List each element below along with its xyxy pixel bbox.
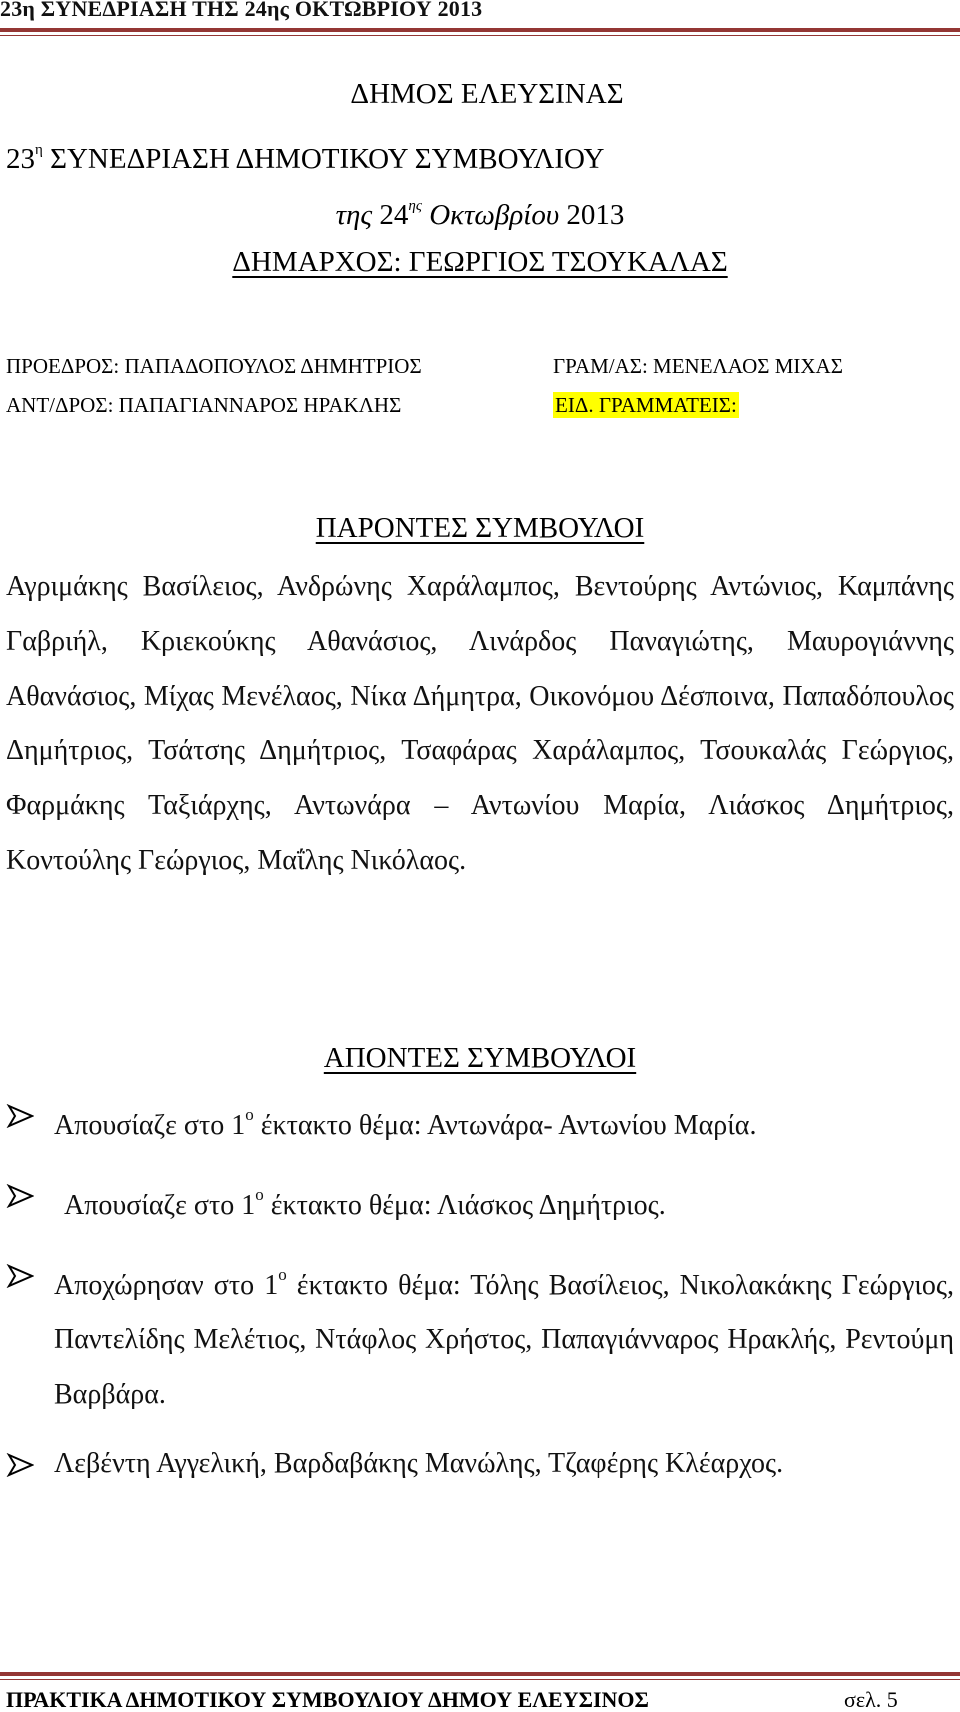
session-ordinal: η <box>35 142 43 158</box>
mayor-line: ΔΗΜΑΡΧΟΣ: ΓΕΩΡΓΙΟΣ ΤΣΟΥΚΑΛΑΣ <box>232 246 728 278</box>
list-item-text <box>54 1448 783 1479</box>
item-ordinal: ο <box>278 1264 287 1284</box>
item-text-before: Αποχώρησαν στο 1 <box>54 1269 279 1301</box>
present-councillors-list: Αγριμάκης Βασίλειος, Ανδρώνης Χαράλαμπος, Βεντούρης Αντώνιος, Καμπάνης Γαβριήλ, Κριεκούκης Αθανάσιος, Λινάρδος Παναγιώτης, Μαυρογιάννης Αθανάσιος, Μίχας Μενέλαος, Νίκα Δήμητρα, Οικονόμου Δέσποινα, Παπαδόπουλος Δημήτριος, Τσάτσης Δημήτριος, Τσαφάρας Χαράλαμπος, Τσουκαλάς Γεώργιος, Φαρμάκης Ταξιάρχης, Αντωνάρα – Αντωνίου Μαρία, Λιάσκος Δημήτριος, Κοντούλης Γεώργιος, Μαΐλης Νικόλαος. <box>6 571 954 876</box>
absent-councillors-heading: ΑΠΟΝΤΕΣ ΣΥΜΒΟΥΛΟΙ <box>323 1042 637 1074</box>
session-number: 23 <box>6 143 35 175</box>
absent-list <box>6 1088 954 1492</box>
list-item <box>6 1248 954 1423</box>
date-month: Οκτωβρίου <box>421 199 567 231</box>
date-day: 24 <box>379 199 409 231</box>
item-text-before: Απουσίαζε στο 1 <box>54 1110 246 1141</box>
present-councillors-heading: ΠΑΡΟΝΤΕΣ ΣΥΜΒΟΥΛΟΙ <box>315 512 645 544</box>
special-secretaries-highlight: ΕΙΔ. ΓΡΑΜΜΑΤΕΙΣ: <box>555 393 737 417</box>
arrow-bullet-icon <box>6 1264 34 1288</box>
municipality-title: ΔΗΜΟΣ ΕΛΕΥΣΙΝΑΣ <box>350 78 624 110</box>
footer-rule-thin <box>0 1679 960 1680</box>
item-text-before: Λεβέντη Αγγελική, Βαρδαβάκης Μανώλης, Τζαφέρης Κλέαρχος. <box>54 1447 784 1479</box>
session-title-rest: ΣΥΝΕΔΡΙΑΣΗ ΔΗΜΟΤΙΚΟΥ ΣΥΜΒΟΥΛΙΟΥ <box>42 143 605 175</box>
session-date <box>0 188 960 233</box>
president-line: ΠΡΟΕΔΡΟΣ: ΠΑΠΑΔΟΠΟΥΛΟΣ ΔΗΜΗΤΡΙΟΣ <box>6 354 422 378</box>
session-title <box>6 132 960 177</box>
date-ordinal: ης <box>408 198 422 214</box>
list-item <box>6 1088 954 1154</box>
arrow-bullet-icon <box>6 1184 34 1208</box>
special-secretaries-line <box>553 392 739 418</box>
item-text-before: Απουσίαζε στο 1 <box>64 1189 256 1221</box>
date-prefix: της <box>335 199 380 231</box>
arrow-bullet-icon <box>6 1104 34 1128</box>
list-item-text <box>54 1105 757 1141</box>
secretary-line: ΓΡΑΜ/ΑΣ: ΜΕΝΕΛΑΟΣ ΜΙΧΑΣ <box>553 354 843 378</box>
footer-rule-thick <box>0 1672 960 1676</box>
item-text-after: έκτακτο θέμα: Τόλης Βασίλειος, Νικολακάκης Γεώργιος, Παντελίδης Μελέτιος, Ντάφλος Χρήστος, Παπαγιάνναρος Ηρακλής, Ρεντούμη Βαρβάρα. <box>54 1269 954 1411</box>
running-header-text: 23η ΣΥΝΕΔΡΙΑΣΗ ΤΗΣ 24ης ΟΚΤΩΒΡΙΟΥ 2013 <box>0 0 483 21</box>
vice-president-line: ΑΝΤ/ΔΡΟΣ: ΠΑΠΑΓΙΑΝΝΑΡΟΣ ΗΡΑΚΛΗΣ <box>6 393 402 417</box>
page-number: σελ. 5 <box>844 1687 898 1712</box>
item-ordinal: ο <box>255 1184 264 1204</box>
header-rule-thin <box>0 35 960 36</box>
date-year: 2013 <box>566 199 625 231</box>
item-text-after: έκτακτο θέμα: Αντωνάρα- Αντωνίου Μαρία. <box>253 1110 757 1141</box>
item-ordinal: ο <box>245 1105 254 1124</box>
footer-title: ΠΡΑΚΤΙΚΑ ΔΗΜΟΤΙΚΟΥ ΣΥΜΒΟΥΛΙΟΥ ΔΗΜΟΥ ΕΛΕΥΣΙΝΟΣ <box>6 1687 649 1712</box>
header-rule-thick <box>0 28 960 32</box>
list-item <box>6 1437 954 1492</box>
item-text-after: έκτακτο θέμα: Λιάσκος Δημήτριος. <box>263 1189 666 1221</box>
list-item-text <box>54 1264 954 1411</box>
list-item-text <box>54 1184 666 1221</box>
list-item <box>6 1168 954 1234</box>
arrow-bullet-icon <box>6 1453 34 1477</box>
